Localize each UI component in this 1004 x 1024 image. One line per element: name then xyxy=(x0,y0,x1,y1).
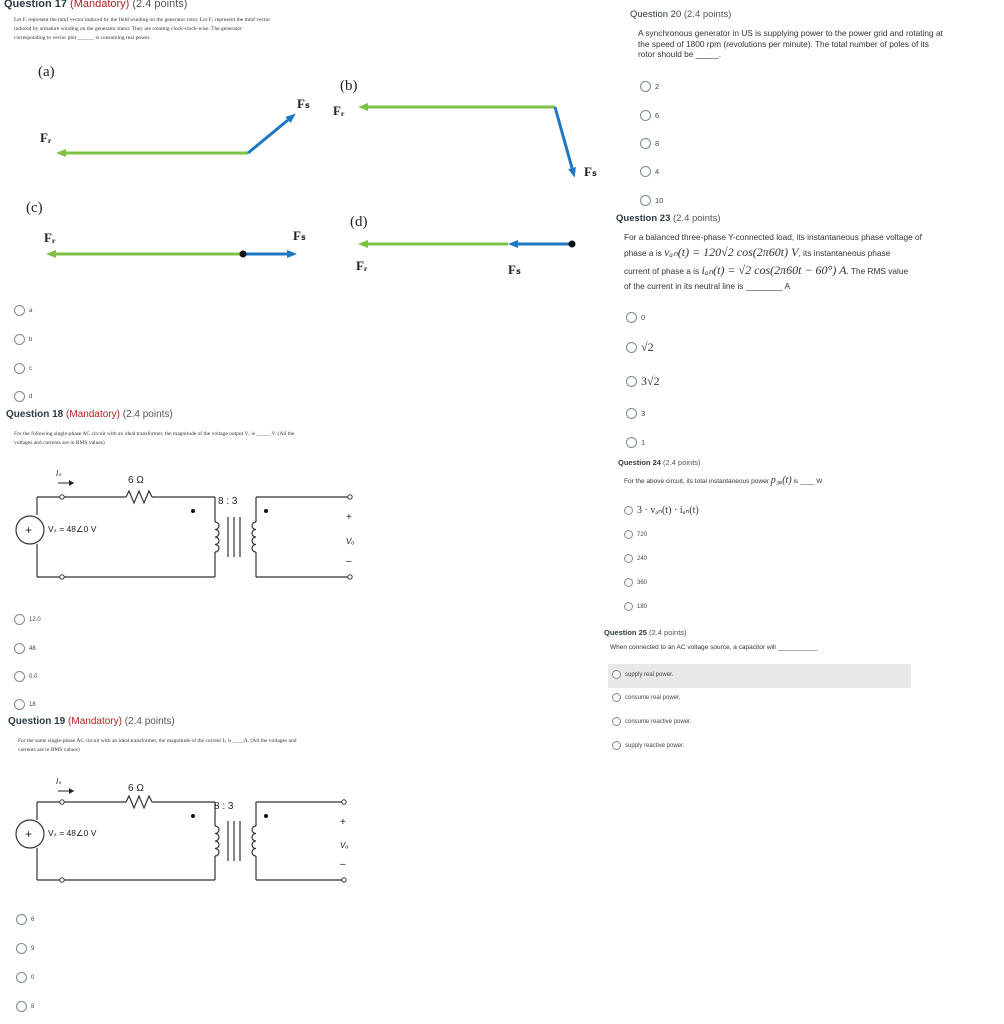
q19-resistor xyxy=(126,796,152,808)
q19-option-4-label: 8 xyxy=(31,1003,35,1010)
q19-option-1-label: 6 xyxy=(31,916,35,923)
q18-option-1[interactable] xyxy=(14,614,41,625)
q18-option-1-label: 12.0 xyxy=(29,616,41,623)
q24-option-2[interactable] xyxy=(624,530,647,539)
radio-icon[interactable] xyxy=(612,693,621,702)
q18-plus: + xyxy=(346,512,352,523)
q18-text xyxy=(14,430,394,448)
radio-icon[interactable] xyxy=(16,972,27,983)
q19-option-2[interactable] xyxy=(16,943,34,954)
radio-icon[interactable] xyxy=(624,578,633,587)
q25-option-3-label: consume reactive power. xyxy=(625,718,692,725)
radio-icon[interactable] xyxy=(14,699,25,710)
q23-option-1[interactable] xyxy=(626,312,645,323)
panel-d-origin xyxy=(569,241,576,248)
q23-option-4-label: 3 xyxy=(641,409,646,418)
q17-option-a[interactable] xyxy=(14,305,32,316)
radio-icon[interactable] xyxy=(624,506,633,515)
q23-option-2-label: √2 xyxy=(641,340,654,354)
radio-icon[interactable] xyxy=(14,305,25,316)
q20-option-3[interactable] xyxy=(640,138,659,149)
panel-b-fs-label: Fₛ xyxy=(584,164,597,179)
q24-option-1[interactable] xyxy=(624,505,699,516)
svg-text:+: + xyxy=(25,827,33,841)
q25-option-1-label: supply real power. xyxy=(625,671,674,678)
q23-text-line3b: . The RMS value xyxy=(846,266,909,276)
panel-b-label: (b) xyxy=(340,78,358,94)
radio-icon[interactable] xyxy=(640,81,651,92)
q17-mandatory: (Mandatory) xyxy=(70,0,130,10)
radio-icon[interactable] xyxy=(626,312,637,323)
q23-current-expression: iₐₙ(t) = √2 cos(2π60t − 60°) A xyxy=(701,263,847,277)
panel-b-fr-label: Fᵣ xyxy=(333,103,345,118)
q20-text-line2: the speed of 1800 rpm (revolutions per minute). The total number of poles of its xyxy=(638,38,929,49)
radio-icon[interactable] xyxy=(16,914,27,925)
q24-option-5-label: 180 xyxy=(637,603,648,610)
q18-option-4[interactable] xyxy=(14,699,36,710)
radio-icon[interactable] xyxy=(640,195,651,206)
radio-icon[interactable] xyxy=(626,437,637,448)
q18-mandatory: (Mandatory) xyxy=(66,409,120,420)
q24-title xyxy=(618,458,701,467)
q19-text-line1: For the same single-phase AC circuit with an ideal transformer, the magnitude of the current Iₛ is ____A. (All the voltages and xyxy=(18,738,297,744)
q20-option-1-label: 2 xyxy=(655,82,660,91)
panel-a-fs-label: Fₛ xyxy=(297,96,310,111)
radio-icon[interactable] xyxy=(626,408,637,419)
q20-option-5[interactable] xyxy=(640,195,663,206)
q24-title-text: Question 24 xyxy=(618,458,661,467)
q20-option-1[interactable] xyxy=(640,81,659,92)
q19-option-3[interactable] xyxy=(16,972,34,983)
q19-secondary-coil xyxy=(252,826,256,856)
q19-primary-coil xyxy=(215,826,219,856)
q20-option-2[interactable] xyxy=(640,110,659,121)
radio-icon[interactable] xyxy=(612,741,621,750)
q19-text-line2: currents are in RMS values) xyxy=(18,747,80,753)
q17-option-c-label: c xyxy=(29,365,32,372)
q18-points: (2.4 points) xyxy=(122,409,173,420)
q23-option-2[interactable] xyxy=(626,340,654,355)
q19-minus: – xyxy=(340,859,346,870)
q18-text-line1: For the following single-phase AC circuit with an ideal transformer, the magnitude of the voltage output Vₒ is _____ V. (All the xyxy=(14,431,295,437)
q24-option-4[interactable] xyxy=(624,578,647,587)
q25-option-1[interactable] xyxy=(612,670,673,679)
radio-icon[interactable] xyxy=(16,1001,27,1012)
q19-plus: + xyxy=(340,817,346,828)
q19-vs-label: Vₛ = 48∠0 V xyxy=(48,828,97,838)
q18-title-text: Question 18 xyxy=(6,409,64,420)
q18-turns-ratio: 8 : 3 xyxy=(218,496,238,507)
panel-c-label: (c) xyxy=(26,200,43,216)
q25-option-4[interactable] xyxy=(612,741,684,750)
q17-text-line1: Let Fᵣ represent the mmf vector induced by the field winding on the generator rotor. Let Fₛ represent the mmf vector xyxy=(14,17,271,23)
q19-turns-ratio: 8 : 3 xyxy=(214,801,234,812)
q18-option-3[interactable] xyxy=(14,671,37,682)
q20-option-4[interactable] xyxy=(640,166,659,177)
radio-icon[interactable] xyxy=(640,166,651,177)
q17-option-b[interactable] xyxy=(14,334,32,345)
q25-option-2-label: consume real power. xyxy=(625,694,681,701)
q24-power-expression: p₃ᵩ(t) xyxy=(770,475,792,486)
radio-icon[interactable] xyxy=(14,614,25,625)
q24-option-1-label: 3 · vₐₙ(t) · iₐₙ(t) xyxy=(637,505,699,516)
q18-resistor xyxy=(126,491,152,503)
radio-icon[interactable] xyxy=(14,363,25,374)
q19-text xyxy=(18,737,398,755)
radio-icon[interactable] xyxy=(612,670,621,679)
q20-title-text: Question 20 xyxy=(630,9,682,20)
radio-icon[interactable] xyxy=(640,138,651,149)
panel-d-fr-label: Fᵣ xyxy=(356,258,368,273)
panel-c-fs-label: Fₛ xyxy=(293,228,306,243)
q18-text-line2: voltages and currents are in RMS values) xyxy=(14,440,105,446)
q18-circuit-diagram xyxy=(0,462,380,590)
q19-title-text: Question 19 xyxy=(8,716,66,727)
q23-option-3[interactable] xyxy=(626,374,660,389)
q24-option-5[interactable] xyxy=(624,602,647,611)
q25-option-3[interactable] xyxy=(612,717,691,726)
q23-voltage-expression: vₐₙ(t) = 120√2 cos(2π60t) V xyxy=(664,245,799,259)
q18-option-2[interactable] xyxy=(14,643,36,654)
radio-icon[interactable] xyxy=(624,602,633,611)
q19-vo-label: Vₒ xyxy=(340,841,349,850)
q25-text: When connected to an AC voltage source, a capacitor will ___________ xyxy=(610,644,818,651)
q17-option-c[interactable] xyxy=(14,363,32,374)
q19-resistor-label: 6 Ω xyxy=(128,783,144,794)
q23-title-text: Question 23 xyxy=(616,213,671,224)
radio-icon[interactable] xyxy=(612,717,621,726)
panel-a-fr-label: Fᵣ xyxy=(40,130,52,145)
q23-option-4[interactable] xyxy=(626,408,645,419)
panel-a-label: (a) xyxy=(38,64,55,80)
q17-points: (2.4 points) xyxy=(132,0,188,10)
q17-title-text: Question 17 xyxy=(4,0,67,10)
q25-title-text: Question 25 xyxy=(604,628,647,637)
current-arrow-icon xyxy=(69,788,74,794)
q24-text-a: For the above circuit, its total instantaneous power xyxy=(624,478,771,485)
q23-points: (2.4 points) xyxy=(673,213,721,224)
q17-text xyxy=(14,16,394,43)
q23-text-line2 xyxy=(624,245,1000,263)
q17-option-d-label: d xyxy=(29,393,33,400)
q23-option-3-label: 3√2 xyxy=(641,374,660,388)
q18-resistor-label: 6 Ω xyxy=(128,475,144,486)
q20-text-line3: rotor should be _____. xyxy=(638,49,722,59)
q23-text-line3 xyxy=(624,263,1000,281)
q25-option-4-label: supply reactive power. xyxy=(625,742,685,749)
q23-option-5-label: 1 xyxy=(641,438,646,447)
q20-text-line1: A synchronous generator in US is supplying power to the power grid and rotating at xyxy=(638,28,943,38)
q18-vs-label: Vₛ = 48∠0 V xyxy=(48,524,97,534)
q17-text-line2: induced by armature winding on the generator stator. They are rotating clock-clock-wise. The generator xyxy=(14,26,242,32)
q23-text-line3a: current of phase a is xyxy=(624,266,702,276)
q19-option-1[interactable] xyxy=(16,914,34,925)
radio-icon[interactable] xyxy=(626,376,637,387)
radio-icon[interactable] xyxy=(624,530,633,539)
q23-text-line1: For a balanced three-phase Y-connected load, its instantaneous phase voltage of xyxy=(624,232,922,242)
panel-d-fs-label: Fₛ xyxy=(508,262,521,277)
q20-option-4-label: 4 xyxy=(655,167,660,176)
q17-text-line3: corresponding to vector plot ______ is consuming real power. xyxy=(14,35,151,41)
q18-vo-label: Vₒ xyxy=(346,537,355,546)
radio-icon[interactable] xyxy=(14,391,25,402)
radio-icon[interactable] xyxy=(14,643,25,654)
q23-text-line4: of the current in its neutral line is ________ A xyxy=(624,281,791,291)
radio-icon[interactable] xyxy=(624,554,633,563)
q20-text xyxy=(638,28,1002,60)
q18-option-2-label: 48 xyxy=(29,645,36,652)
q24-option-2-label: 720 xyxy=(637,531,648,538)
q17-option-a-label: a xyxy=(29,307,33,314)
q25-option-2[interactable] xyxy=(612,693,680,702)
q19-option-4[interactable] xyxy=(16,1001,34,1012)
q17-vector-plots xyxy=(0,60,600,290)
q18-minus: – xyxy=(346,556,352,567)
q18-option-3-label: 0.0 xyxy=(29,673,38,680)
q17-option-b-label: b xyxy=(29,336,33,343)
panel-d-label: (d) xyxy=(350,214,368,230)
q23-option-1-label: 0 xyxy=(641,313,646,322)
panel-c-fr-label: Fᵣ xyxy=(44,230,56,245)
q19-option-2-label: 9 xyxy=(31,945,35,952)
q18-title xyxy=(6,409,173,420)
q19-is-label: Iₛ xyxy=(56,777,62,786)
q20-option-2-label: 6 xyxy=(655,111,660,120)
panel-b-fs-vector xyxy=(555,107,572,168)
q18-option-4-label: 18 xyxy=(29,701,36,708)
q24-text xyxy=(624,475,822,486)
q18-is-label: Iₛ xyxy=(56,469,62,478)
q18-primary-coil xyxy=(215,522,219,552)
q19-points: (2.4 points) xyxy=(124,716,175,727)
q19-title xyxy=(8,716,175,727)
q20-option-5-label: 10 xyxy=(655,196,664,205)
q24-text-b: is ____ W xyxy=(791,478,823,485)
q20-points: (2.4 points) xyxy=(683,9,732,20)
q20-option-3-label: 8 xyxy=(655,139,660,148)
q17-title xyxy=(4,0,187,10)
q23-text xyxy=(624,232,1000,291)
panel-c-origin xyxy=(240,251,247,258)
radio-icon[interactable] xyxy=(626,342,637,353)
panel-a-fs-vector xyxy=(248,120,288,153)
q18-secondary-coil xyxy=(252,522,256,552)
q20-title xyxy=(630,9,731,20)
radio-icon[interactable] xyxy=(14,334,25,345)
q24-points: (2.4 points) xyxy=(663,458,701,467)
svg-text:+: + xyxy=(25,523,33,537)
q24-option-4-label: 360 xyxy=(637,579,648,586)
q19-option-3-label: 0 xyxy=(31,974,35,981)
current-arrow-icon xyxy=(69,480,74,486)
q24-option-3[interactable] xyxy=(624,554,647,563)
q17-option-d[interactable] xyxy=(14,391,32,402)
radio-icon[interactable] xyxy=(14,671,25,682)
q23-text-line2b: , its instantaneous phase xyxy=(798,248,891,258)
q23-option-5[interactable] xyxy=(626,437,645,448)
q24-option-3-label: 240 xyxy=(637,555,648,562)
q23-title xyxy=(616,213,721,224)
q23-text-line2a: phase a is xyxy=(624,248,665,258)
q25-title xyxy=(604,628,687,637)
radio-icon[interactable] xyxy=(16,943,27,954)
q25-points: (2.4 points) xyxy=(649,628,687,637)
radio-icon[interactable] xyxy=(640,110,651,121)
q19-circuit-diagram xyxy=(0,770,380,898)
q19-mandatory: (Mandatory) xyxy=(68,716,122,727)
